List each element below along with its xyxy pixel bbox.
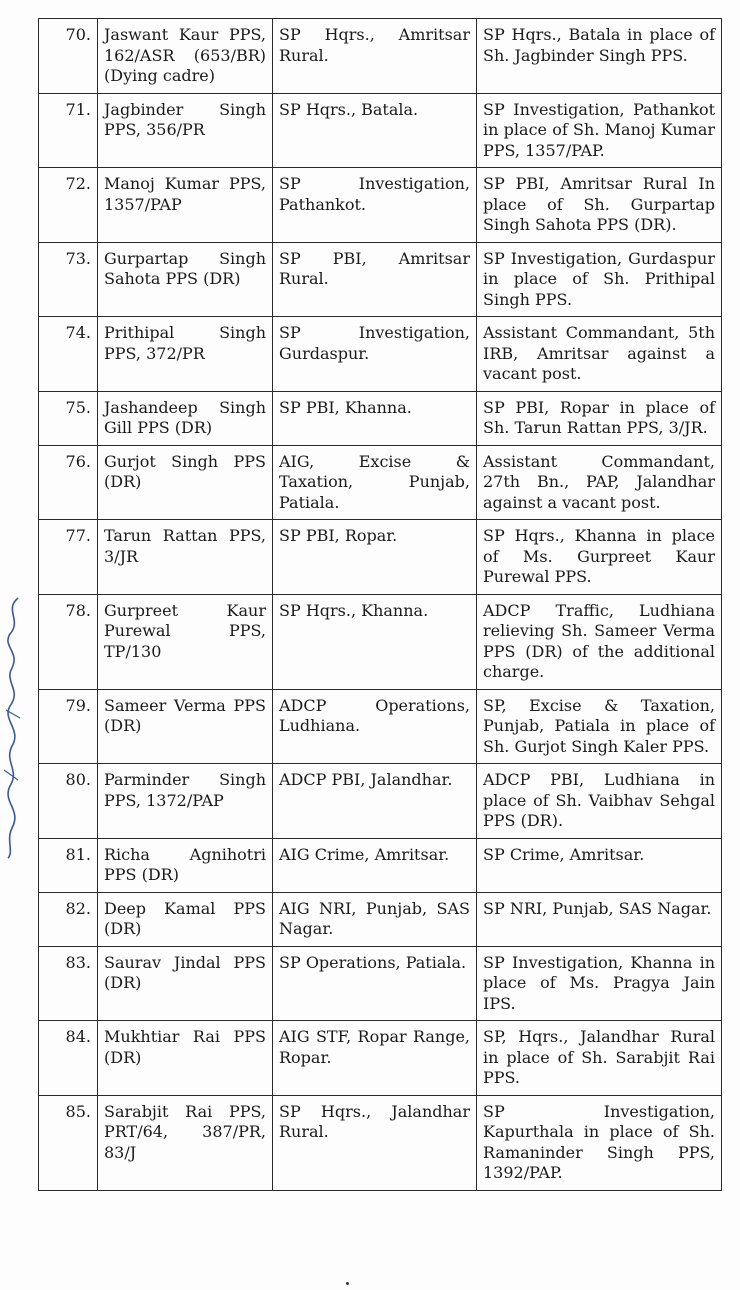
officer-name: Jagbinder Singh PPS, 356/PR	[98, 93, 273, 168]
from-posting: AIG STF, Ropar Range, Ropar.	[273, 1021, 477, 1096]
signature-mark	[0, 590, 26, 860]
from-posting: SP PBI, Khanna.	[273, 391, 477, 445]
officer-name: Jashandeep Singh Gill PPS (DR)	[98, 391, 273, 445]
to-posting: SP Investigation, Kapurthala in place of Sh. Ramaninder Singh PPS, 1392/PAP.	[477, 1095, 722, 1190]
from-posting: AIG Crime, Amritsar.	[273, 838, 477, 892]
officer-name: Gurpreet Kaur Purewal PPS, TP/130	[98, 594, 273, 689]
officer-name: Deep Kamal PPS (DR)	[98, 892, 273, 946]
table-row	[39, 892, 722, 946]
table-row	[39, 93, 722, 168]
from-posting: SP Hqrs., Batala.	[273, 93, 477, 168]
to-posting: SP Hqrs., Khanna in place of Ms. Gurpreet Kaur Purewal PPS.	[477, 520, 722, 595]
row-number: 83.	[39, 946, 98, 1021]
to-posting: ADCP PBI, Ludhiana in place of Sh. Vaibhav Sehgal PPS (DR).	[477, 764, 722, 839]
row-number: 75.	[39, 391, 98, 445]
to-posting: SP PBI, Ropar in place of Sh. Tarun Rattan PPS, 3/JR.	[477, 391, 722, 445]
page-mark	[346, 1282, 349, 1285]
officer-name: Saurav Jindal PPS (DR)	[98, 946, 273, 1021]
from-posting: SP PBI, Amritsar Rural.	[273, 242, 477, 317]
officer-name: Richa Agnihotri PPS (DR)	[98, 838, 273, 892]
row-number: 71.	[39, 93, 98, 168]
to-posting: SP Crime, Amritsar.	[477, 838, 722, 892]
to-posting: SP Hqrs., Batala in place of Sh. Jagbinder Singh PPS.	[477, 19, 722, 94]
from-posting: SP PBI, Ropar.	[273, 520, 477, 595]
table-row	[39, 445, 722, 520]
table-row	[39, 764, 722, 839]
to-posting: Assistant Commandant, 27th Bn., PAP, Jalandhar against a vacant post.	[477, 445, 722, 520]
to-posting: SP NRI, Punjab, SAS Nagar.	[477, 892, 722, 946]
table-row	[39, 317, 722, 392]
row-number: 77.	[39, 520, 98, 595]
table-row	[39, 1095, 722, 1190]
row-number: 82.	[39, 892, 98, 946]
row-number: 85.	[39, 1095, 98, 1190]
officer-name: Gurjot Singh PPS (DR)	[98, 445, 273, 520]
table-row	[39, 838, 722, 892]
row-number: 70.	[39, 19, 98, 94]
from-posting: SP Hqrs., Jalandhar Rural.	[273, 1095, 477, 1190]
from-posting: ADCP Operations, Ludhiana.	[273, 689, 477, 764]
table-row	[39, 391, 722, 445]
to-posting: SP Investigation, Pathankot in place of Sh. Manoj Kumar PPS, 1357/PAP.	[477, 93, 722, 168]
from-posting: AIG NRI, Punjab, SAS Nagar.	[273, 892, 477, 946]
officer-name: Manoj Kumar PPS, 1357/PAP	[98, 168, 273, 243]
officer-name: Tarun Rattan PPS, 3/JR	[98, 520, 273, 595]
officer-name: Jaswant Kaur PPS, 162/ASR (653/BR) (Dying cadre)	[98, 19, 273, 94]
table-row	[39, 242, 722, 317]
table-row	[39, 594, 722, 689]
row-number: 80.	[39, 764, 98, 839]
from-posting: SP Investigation, Pathankot.	[273, 168, 477, 243]
row-number: 84.	[39, 1021, 98, 1096]
officer-name: Prithipal Singh PPS, 372/PR	[98, 317, 273, 392]
row-number: 79.	[39, 689, 98, 764]
transfer-table	[38, 18, 722, 1191]
to-posting: Assistant Commandant, 5th IRB, Amritsar against a vacant post.	[477, 317, 722, 392]
to-posting: SP, Excise & Taxation, Punjab, Patiala in place of Sh. Gurjot Singh Kaler PPS.	[477, 689, 722, 764]
table-row	[39, 19, 722, 94]
to-posting: SP Investigation, Khanna in place of Ms. Pragya Jain IPS.	[477, 946, 722, 1021]
officer-name: Mukhtiar Rai PPS (DR)	[98, 1021, 273, 1096]
from-posting: SP Hqrs., Khanna.	[273, 594, 477, 689]
row-number: 74.	[39, 317, 98, 392]
row-number: 78.	[39, 594, 98, 689]
from-posting: SP Operations, Patiala.	[273, 946, 477, 1021]
table-row	[39, 946, 722, 1021]
officer-name: Parminder Singh PPS, 1372/PAP	[98, 764, 273, 839]
to-posting: ADCP Traffic, Ludhiana relieving Sh. Sameer Verma PPS (DR) of the additional charge.	[477, 594, 722, 689]
officer-name: Sameer Verma PPS (DR)	[98, 689, 273, 764]
row-number: 81.	[39, 838, 98, 892]
row-number: 73.	[39, 242, 98, 317]
table-row	[39, 689, 722, 764]
from-posting: SP Hqrs., Amritsar Rural.	[273, 19, 477, 94]
row-number: 72.	[39, 168, 98, 243]
from-posting: SP Investigation, Gurdaspur.	[273, 317, 477, 392]
officer-name: Sarabjit Rai PPS, PRT/64, 387/PR, 83/J	[98, 1095, 273, 1190]
row-number: 76.	[39, 445, 98, 520]
from-posting: AIG, Excise & Taxation, Punjab, Patiala.	[273, 445, 477, 520]
officer-name: Gurpartap Singh Sahota PPS (DR)	[98, 242, 273, 317]
table-row	[39, 520, 722, 595]
to-posting: SP Investigation, Gurdaspur in place of Sh. Prithipal Singh PPS.	[477, 242, 722, 317]
to-posting: SP PBI, Amritsar Rural In place of Sh. Gurpartap Singh Sahota PPS (DR).	[477, 168, 722, 243]
from-posting: ADCP PBI, Jalandhar.	[273, 764, 477, 839]
table-row	[39, 168, 722, 243]
to-posting: SP, Hqrs., Jalandhar Rural in place of Sh. Sarabjit Rai PPS.	[477, 1021, 722, 1096]
table-row	[39, 1021, 722, 1096]
